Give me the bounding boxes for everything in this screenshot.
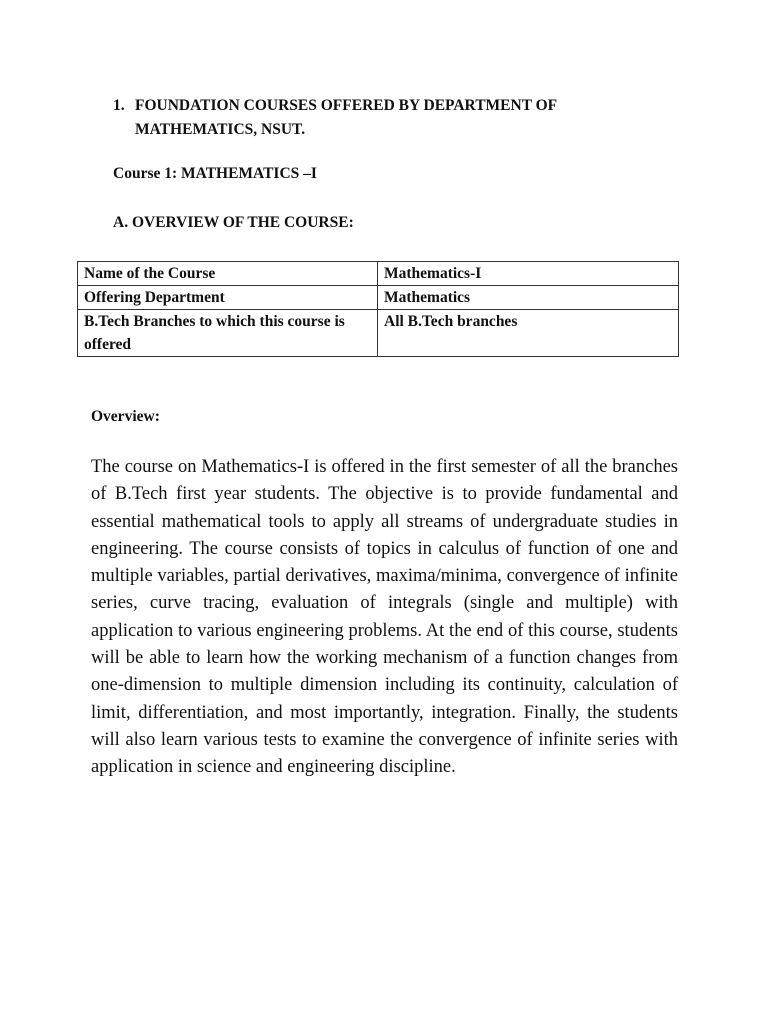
table-cell-value: Mathematics [378,286,679,310]
table-row [78,310,679,357]
heading-number: 1. [113,97,125,114]
table-cell-label: B.Tech Branches to which this course is offered [78,310,378,357]
table-row [78,286,679,310]
table-cell-label: Name of the Course [78,262,378,286]
heading-text: FOUNDATION COURSES OFFERED BY DEPARTMENT OF MATHEMATICS, NSUT. [135,97,557,138]
section-a-title: A. OVERVIEW OF THE COURSE: [113,214,354,231]
section-heading [113,94,673,142]
overview-label: Overview: [91,408,160,425]
overview-paragraph: The course on Mathematics-I is offered in the first semester of all the branches of B.Tech first year students. The objective is to provide fundamental and essential mathematical tools to apply all streams of undergraduate studies in engineering. The course consists of topics in calculus of function of one and multiple variables, partial derivatives, maxima/minima, convergence of infinite series, curve tracing, evaluation of integrals (single and multiple) with application to various engineering problems. At the end of this course, students will be able to learn how the working mechanism of a function changes from one-dimension to multiple dimension including its continuity, calculation of limit, differentiation, and most importantly, integration. Finally, the students will also learn various tests to examine the convergence of infinite series with application in science and engineering discipline. [91,457,678,778]
table-cell-label: Offering Department [78,286,378,310]
course-overview-table [77,261,679,357]
table-cell-value: Mathematics-I [378,262,679,286]
table-row [78,262,679,286]
course-title: Course 1: MATHEMATICS –I [113,165,317,182]
table-cell-value: All B.Tech branches [378,310,679,357]
